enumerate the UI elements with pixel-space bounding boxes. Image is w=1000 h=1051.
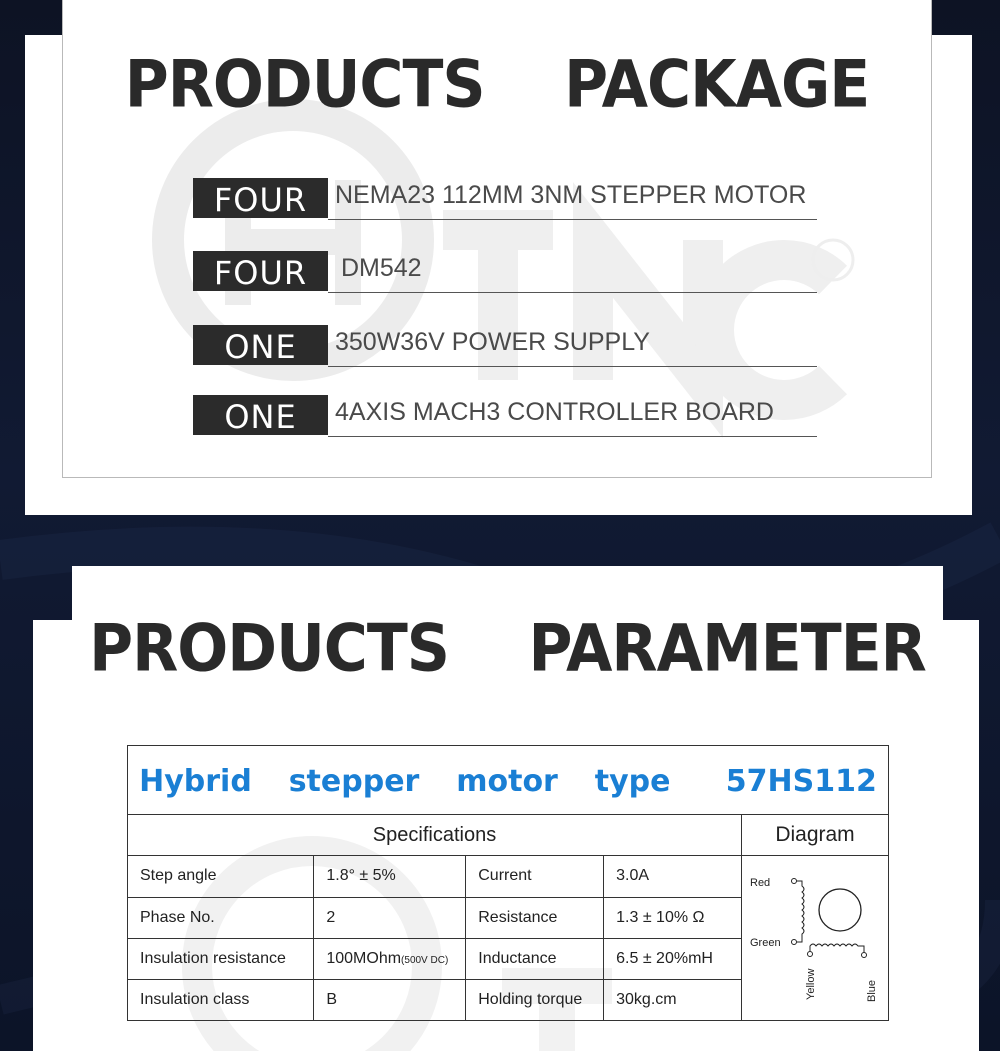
package-item xyxy=(193,251,817,295)
package-item-text: NEMA23 112MM 3NM STEPPER MOTOR xyxy=(335,181,807,209)
package-item-text: DM542 xyxy=(341,254,422,282)
package-item xyxy=(193,178,817,222)
terminal-icon xyxy=(808,952,813,957)
terminal-icon xyxy=(792,940,797,945)
spec-table-title: Hybrid stepper motor type 57HS112 xyxy=(128,746,888,815)
wire-label-red: Red xyxy=(750,877,771,889)
wire-label-yellow: Yellow xyxy=(805,968,817,1000)
package-item-text: 4AXIS MACH3 CONTROLLER BOARD xyxy=(335,398,774,426)
spec-value: 3.0A xyxy=(604,856,742,897)
spec-table xyxy=(127,745,889,1021)
spec-label: Insulation class xyxy=(128,979,314,1020)
parameter-title: PRODUCTS PARAMETER xyxy=(89,611,926,687)
package-qty-badge: ONE xyxy=(193,325,328,365)
package-qty-badge: FOUR xyxy=(193,178,328,218)
table-row xyxy=(128,979,742,1020)
spec-value-note: (500V DC) xyxy=(401,954,449,966)
table-row xyxy=(128,897,742,938)
diagram-header: Diagram xyxy=(742,815,888,856)
rotor-icon xyxy=(819,889,861,931)
package-title: PRODUCTS PACKAGE xyxy=(124,47,870,123)
divider xyxy=(328,292,817,293)
table-row xyxy=(128,856,742,897)
spec-value: 6.5 ± 20%mH xyxy=(604,938,742,979)
parameter-card xyxy=(72,566,943,1051)
terminal-icon xyxy=(862,953,867,958)
package-qty-badge: FOUR xyxy=(193,251,328,291)
coil-b-icon xyxy=(810,944,864,952)
spec-value: 2 xyxy=(314,897,466,938)
package-card xyxy=(62,0,932,478)
divider xyxy=(328,436,817,437)
spec-label: Inductance xyxy=(466,938,604,979)
package-item xyxy=(193,395,817,439)
divider xyxy=(328,366,817,367)
spec-value: 1.8° ± 5% xyxy=(314,856,466,897)
spec-label: Insulation resistance xyxy=(128,938,314,979)
table-row xyxy=(128,938,742,979)
wiring-diagram xyxy=(742,856,888,1020)
spec-value-main: 100MOhm xyxy=(326,949,402,967)
spec-label: Phase No. xyxy=(128,897,314,938)
spec-label: Holding torque xyxy=(466,979,604,1020)
package-item-text: 350W36V POWER SUPPLY xyxy=(335,328,650,356)
spec-grid xyxy=(128,856,742,1020)
spec-label: Step angle xyxy=(128,856,314,897)
package-qty-badge: ONE xyxy=(193,395,328,435)
coil-a-icon xyxy=(797,881,804,942)
divider xyxy=(328,219,817,220)
wire-label-green: Green xyxy=(750,937,781,949)
terminal-icon xyxy=(792,879,797,884)
spec-value: 1.3 ± 10% Ω xyxy=(604,897,742,938)
spec-value: B xyxy=(314,979,466,1020)
spec-value xyxy=(314,938,466,979)
spec-label: Current xyxy=(466,856,604,897)
spec-label: Resistance xyxy=(466,897,604,938)
package-item xyxy=(193,325,817,369)
wire-label-blue: Blue xyxy=(866,979,878,1002)
spec-value: 30kg.cm xyxy=(604,979,742,1020)
specifications-header: Specifications xyxy=(128,815,742,856)
